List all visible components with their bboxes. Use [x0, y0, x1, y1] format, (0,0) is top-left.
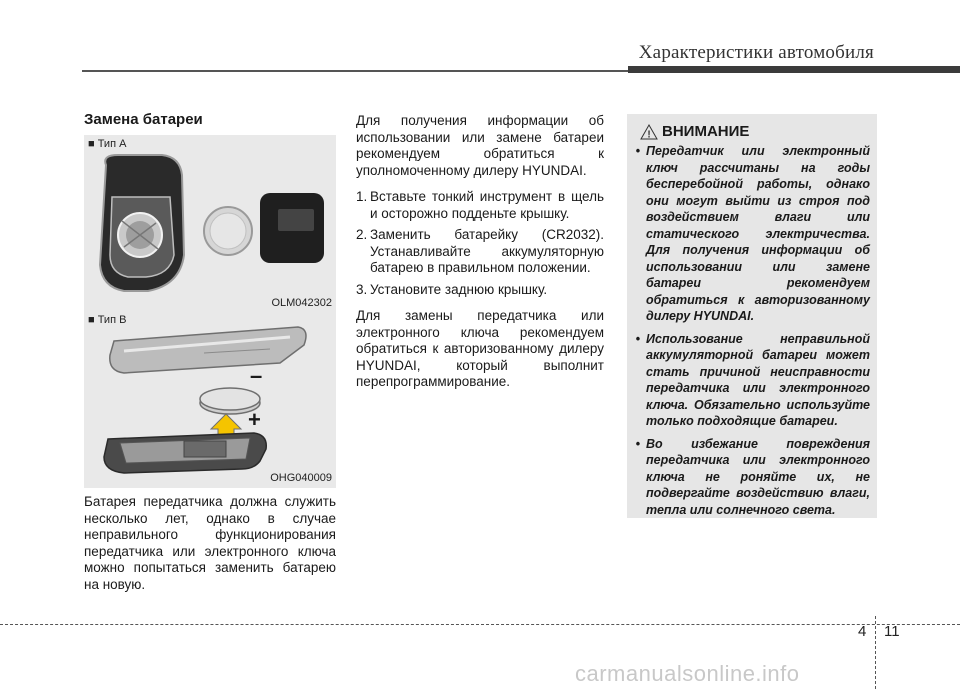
key-fob-type-b-illustration — [84, 311, 336, 488]
step-text: Заменить батарейку (CR2032). Устанавливайте аккумуляторную батарею в правильном положении. — [370, 227, 604, 275]
warning-title: ВНИМАНИЕ — [662, 123, 750, 140]
figure-b-code: OHG040009 — [270, 472, 332, 484]
bullet-icon: • — [635, 436, 641, 451]
section-heading: Замена батареи — [84, 111, 203, 128]
battery-life-paragraph: Батарея передатчика должна служить несколько лет, однако в случае неправильного функционирования передатчика или электронного ключа можно попытаться заменить батарею на новую. — [84, 494, 336, 592]
warning-heading — [640, 123, 749, 140]
step-number: 1. — [356, 189, 368, 204]
bullet-icon: • — [635, 331, 641, 346]
step-item — [356, 282, 604, 299]
figure-a-code: OLM042302 — [271, 297, 332, 309]
replacement-steps — [356, 189, 604, 298]
figure-type-a — [84, 135, 336, 313]
step-item — [356, 189, 604, 222]
middle-column — [356, 113, 604, 401]
step-number: 3. — [356, 281, 368, 297]
step-item — [356, 227, 604, 277]
footer-rule — [0, 624, 960, 625]
intro-paragraph: Для получения информации об использовании или замене батареи рекомендуем обратиться к уполномоченному дилеру HYUNDAI. — [356, 113, 604, 178]
battery-minus-sign: – — [250, 363, 263, 388]
outro-paragraph: Для замены передатчика или электронного ключа рекомендуем обратиться к авторизованному дилеру HYUNDAI, который выполнит перепрограммирование. — [356, 308, 604, 389]
warning-item — [630, 436, 870, 519]
figure-b-label: ■ Тип B — [88, 314, 127, 326]
footer-divider — [875, 616, 876, 689]
battery-plus-sign: + — [248, 407, 261, 432]
warning-item-text: Во избежание повреждения передатчика или электронного ключа не роняйте их, не подвергайте воздействию влаги, тепла или солнечного света. — [646, 436, 870, 517]
bullet-icon: • — [635, 144, 641, 158]
warning-triangle-icon — [640, 124, 658, 140]
warning-item — [630, 331, 870, 430]
warning-list — [630, 143, 870, 524]
warning-item-text: Использование неправильной аккумуляторной батареи может стать причиной неисправности передатчика или электронного ключа. Обязательно используйте только подходящие батареи. — [646, 331, 870, 428]
figure-type-b — [84, 311, 336, 488]
step-text: Вставьте тонкий инструмент в щель и осторожно подденьте крышку. — [370, 189, 604, 221]
watermark: carmanualsonline.info — [575, 661, 800, 686]
header-accent-bar — [628, 66, 960, 73]
figure-a-label: ■ Тип A — [88, 138, 127, 150]
svg-text:!: ! — [647, 129, 651, 140]
step-text: Установите заднюю крышку. — [370, 281, 548, 297]
step-number: 2. — [356, 227, 368, 242]
key-fob-type-a-illustration — [84, 135, 336, 313]
warning-item — [630, 143, 870, 325]
page-header-title: Характеристики автомобиля — [638, 42, 874, 63]
warning-item-text: Передатчик или электронный ключ рассчитаны на годы бесперебойной работы, однако они могут выйти из строя под воздействием влаги или статического электричества. Для получения информации об использовании или замене батареи рекомендуем обратиться к авторизованному дилеру HYUNDAI. — [646, 144, 870, 323]
chapter-number: 4 — [858, 623, 867, 640]
page-number: 11 — [884, 623, 900, 640]
